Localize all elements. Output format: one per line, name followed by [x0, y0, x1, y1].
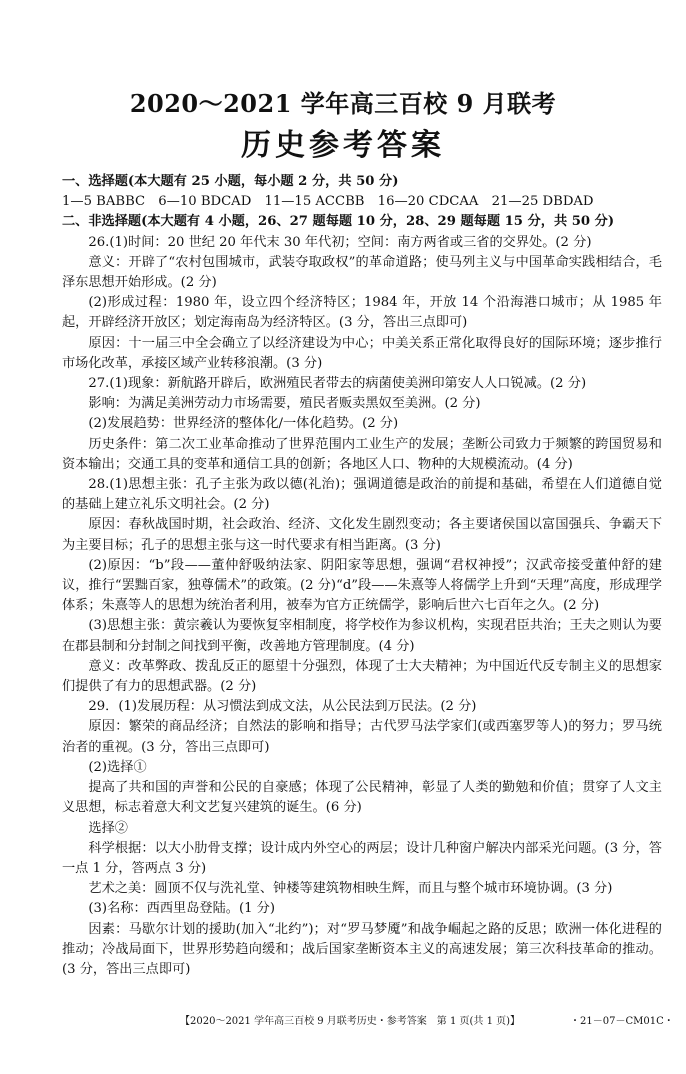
answer-paragraph: 提高了共和国的声誉和公民的自豪感；体现了公民精神，彰显了人类的勤勉和价值；贯穿了人文主义思想，标志着意大利文艺复兴建筑的诞生。(6 分): [62, 780, 662, 816]
answer-paragraph: 艺术之美：圆顶不仅与洗礼堂、钟楼等建筑物相映生辉，而且与整个城市环境协调。(3 分): [88, 881, 613, 897]
answer-paragraph: 意义：开辟了“农村包围城市，武装夺取政权”的革命道路；使马列主义与中国革命实践相结合，毛泽东思想开始形成。(2 分): [62, 254, 662, 291]
answer-paragraph: 原因：春秋战国时期，社会政治、经济、文化发生剧烈变动；各主要诸侯国以富国强兵、争霸天下为主要目标；孔子的思想主张与这一时代要求有相当距离。(3 分): [62, 517, 662, 553]
answer-paragraph: 27.(1)现象：新航路开辟后，欧洲殖民者带去的病菌使美洲印第安人人口锐减。(2 分): [88, 376, 587, 392]
answer-paragraph: 29．(1)发展历程：从习惯法到成文法，从公民法到万民法。(2 分): [88, 699, 477, 715]
answer-paragraph: 因素：马歇尔计划的援助(加入“北约”)；对“罗马梦魇”和战争崛起之路的反思；欧洲一体化进程的推动；冷战局面下，世界形势趋向缓和；战后国家垄断资本主义的高速发展；第三次科技革命的推动。(3 分，答出三点即可): [62, 921, 662, 977]
answer-paragraph: (2)形成过程：1980 年，设立四个经济特区；1984 年，开放 14 个沿海港口城市；从 1985 年起，开辟经济开放区；划定海南岛为经济特区。(3 分，答出三点即可): [62, 295, 662, 331]
answer-paragraph: 原因：十一届三中全会确立了以经济建设为中心；中美关系正常化取得良好的国际环境；逐步推行市场化改革，承接区域产业转移浪潮。(3 分): [62, 335, 662, 371]
section-heading: 一、选择题(本大题有 25 小题，每小题 2 分，共 50 分): [62, 174, 399, 189]
answer-paragraph: 历史条件：第二次工业革命推动了世界范围内工业生产的发展；垄断公司致力于频繁的跨国贸易和资本输出；交通工具的变革和通信工具的创新；各地区人口、物种的大规模流动。(4 分): [62, 436, 662, 472]
answer-paragraph: 1—5 BABBC 6—10 BDCAD 11—15 ACCBB 16—20 CDCAA 21—25 DBDAD: [62, 194, 594, 210]
answer-paragraph: 28.(1)思想主张：孔子主张为政以德(礼治)；强调道德是政治的前提和基础，希望在人们道德自觉的基础上建立礼乐文明社会。(2 分): [62, 477, 662, 513]
footer-page-info: 【2020～2021 学年高三百校 9 月联考历史・参考答案 第 1 页(共 1 页)】: [180, 1016, 521, 1027]
answer-paragraph: (2)选择①: [88, 759, 147, 775]
answer-paragraph: 原因：繁荣的商品经济；自然法的影响和指导；古代罗马法学家们(或西塞罗等人)的努力；罗马统治者的重视。(3 分，答出三点即可): [62, 719, 662, 755]
answer-paragraph: (3)思想主张：黄宗羲认为要恢复宰相制度，将学校作为参议机构，实现君臣共治；王夫之则认为要在郡县制和分封制之间找到平衡，改善地方管理制度。(4 分): [62, 618, 662, 654]
document-subtitle: 历史参考答案: [241, 128, 445, 163]
answer-paragraph: 意义：改革弊政、拨乱反正的愿望十分强烈，体现了士大夫精神；为中国近代反专制主义的思想家们提供了有力的思想武器。(2 分): [62, 658, 662, 695]
answer-paragraph: 26.(1)时间：20 世纪 20 年代末 30 年代初；空间：南方两省或三省的交界处。(2 分): [88, 234, 592, 250]
answer-paragraph: (2)发展趋势：世界经济的整体化/一体化趋势。(2 分): [88, 416, 399, 432]
page-footer: [180, 1015, 674, 1029]
answer-paragraph: 选择②: [88, 820, 128, 836]
answer-paragraph: (2)原因：“b”段——董仲舒吸纳法家、阴阳家等思想，强调“君权神授”；汉武帝接受董仲舒的建议，推行“罢黜百家，独尊儒术”的政策。(2 分)“d”段——朱熹等人将儒学上升到“天理”高度，形成理学体系；朱熹等人的思想为统治者利用，被奉为官方正统儒学，影响后世六七百年之久。(2 分): [62, 557, 662, 614]
answer-paragraph: (3)名称：西西里岛登陆。(1 分): [88, 901, 276, 917]
exam-title: 2020～2021 学年高三百校 9 月联考: [129, 89, 557, 118]
answer-content: [62, 172, 662, 980]
section-heading: 二、非选择题(本大题有 4 小题，26、27 题每题 10 分，28、29 题每题 15 分，共 50 分): [62, 214, 615, 230]
footer-code: ・21－07－CM01C・: [570, 1016, 674, 1027]
answer-paragraph: 科学根据：以大小肋骨支撑；设计成内外空心的两层；设计几种窗户解决内部采光问题。(3 分，答一点 1 分，答两点 3 分): [62, 840, 662, 876]
answer-paragraph: 影响：为满足美洲劳动力市场需要，殖民者贩卖黑奴至美洲。(2 分): [88, 396, 481, 412]
